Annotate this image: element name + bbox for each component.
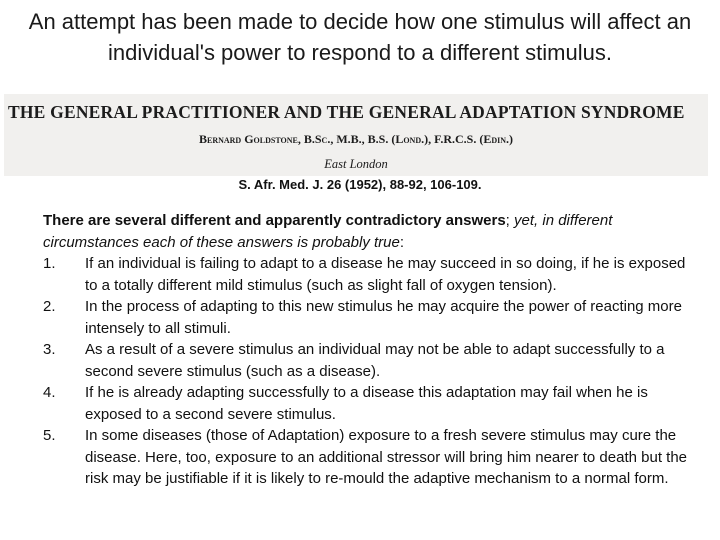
list-item [43, 339, 693, 382]
list-item [43, 296, 693, 339]
slide-title: An attempt has been made to decide how one stimulus will affect an individual's power to respond to a different stimulus. [28, 9, 692, 65]
article-header-scan [4, 94, 708, 176]
item-number: 1. [43, 255, 56, 272]
intro-bold: There are several different and apparently contradictory answers [43, 212, 506, 229]
article-author: Bernard Goldstone, B.Sc., M.B., B.S. (Lond.), F.R.C.S. (Edin.) [198, 132, 513, 146]
item-text: If an individual is failing to adapt to a disease he may succeed in so doing, if he is exposed to a totally different mild stimulus (such as slight fall of oxygen tension). [85, 255, 686, 294]
item-text: In the process of adapting to this new stimulus he may acquire the power of reacting more intensely to all stimuli. [85, 298, 682, 337]
answer-list [43, 253, 693, 490]
list-item [43, 382, 693, 425]
intro-separator: ; [505, 212, 515, 229]
item-text: In some diseases (those of Adaptation) exposure to a fresh severe stimulus may cure the disease. Here, too, exposure to an additional stressor will bring him nearer to death but the risk may be justifiable if it is likely to re-mould the adaptive mechanism to a normal form. [85, 427, 688, 487]
article-heading: THE GENERAL PRACTITIONER AND THE GENERAL ADAPTATION SYNDROME [8, 102, 685, 122]
list-item [43, 253, 693, 296]
item-number: 5. [43, 427, 56, 444]
citation: S. Afr. Med. J. 26 (1952), 88-92, 106-109. [238, 177, 482, 192]
intro-italic: yet, in different circumstances each of these answers is probably true [43, 212, 613, 251]
item-number: 2. [43, 298, 56, 315]
item-number: 4. [43, 384, 56, 401]
article-place: East London [324, 157, 388, 171]
item-number: 3. [43, 341, 56, 358]
list-item [43, 425, 693, 490]
item-text: As a result of a severe stimulus an individual may not be able to adapt successfully to a second severe stimulus (such as a disease). [85, 341, 665, 380]
body-text [43, 210, 693, 490]
intro-paragraph [43, 210, 693, 253]
item-text: If he is already adapting successfully to a disease this adaptation may fail when he is exposed to a second severe stimulus. [85, 384, 648, 423]
intro-end: : [399, 233, 405, 251]
